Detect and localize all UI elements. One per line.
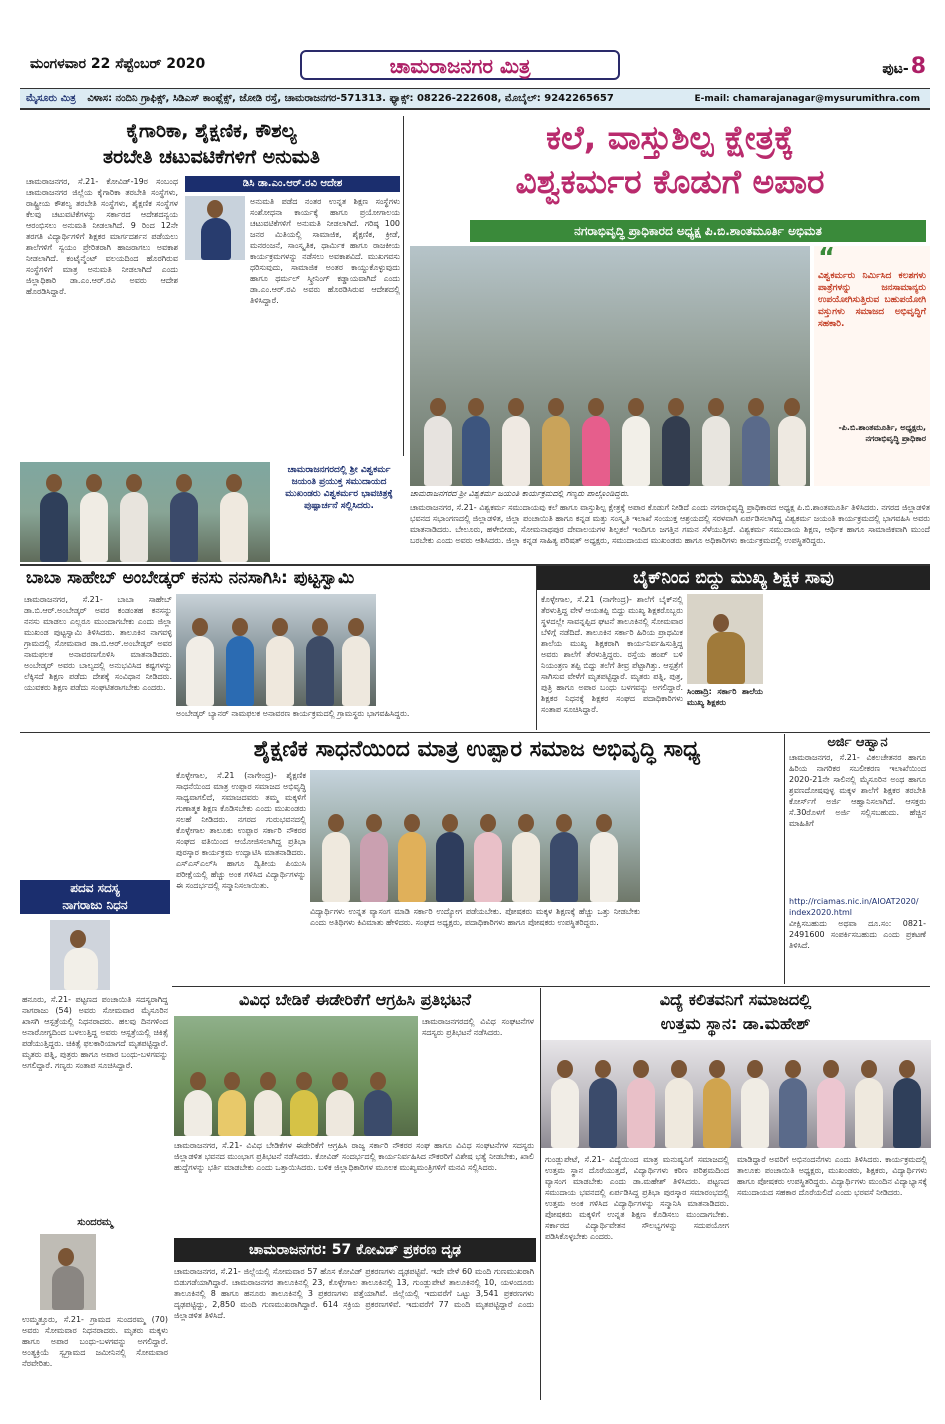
infobar-address: ವಿಳಾಸ: ನಂದಿನಿ ಗ್ರಾಫಿಕ್ಸ್, ಸಿಡಿಎಸ್ ಕಾಂಪ್ಲೆಕ್ಸ್, ಜೋಡಿ ರಸ್ತೆ, ಚಾಮರಾಜನಗರ-571313. ಫ್ಯಾಕ್ಸ್: 08226-222608, ಮೊಬೈಲ್: 9242265657 bbox=[87, 93, 614, 104]
page-number bbox=[882, 54, 926, 79]
article-2-headline-1: ಕಲೆ, ವಾಸ್ತುಶಿಲ್ಪ ಕ್ಷೇತ್ರಕ್ಕೆ bbox=[546, 118, 794, 157]
article-vishwakarma bbox=[410, 116, 930, 562]
article-10-body: ಚಾಮರಾಜನಗರ, ಸೆ.21- ಜಿಲ್ಲೆಯಲ್ಲಿ ಸೋಮವಾರ 57 ಹೊಸ ಕೋವಿಡ್ ಪ್ರಕರಣಗಳು ದೃಢಪಟ್ಟಿವೆ. ಇದೇ ವೇಳೆ 60 ಮಂದಿ ಗುಣಮುಖರಾಗಿ ಬಿಡುಗಡೆಯಾಗಿದ್ದಾರೆ. ಚಾಮರಾಜನಗರ ತಾಲೂಕಿನಲ್ಲಿ 23, ಕೊಳ್ಳೇಗಾಲ ತಾಲೂಕಿನಲ್ಲಿ 13, ಗುಂಡ್ಲುಪೇಟೆ ತಾಲೂಕಿನಲ್ಲಿ 10, ಯಳಂದೂರು ತಾಲೂಕಿನಲ್ಲಿ 8 ಹಾಗೂ ಹನೂರು ತಾಲೂಕಿನಲ್ಲಿ 3 ಪ್ರಕರಣಗಳು ಪತ್ತೆಯಾಗಿವೆ. ಜಿಲ್ಲೆಯಲ್ಲಿ ಇದುವರೆಗೆ ಒಟ್ಟು 3,541 ಪ್ರಕರಣಗಳು ದೃಢಪಟ್ಟಿದ್ದು, 2,850 ಮಂದಿ ಗುಣಮುಖರಾಗಿದ್ದಾರೆ. 614 ಸಕ್ರಿಯ ಪ್ರಕರಣಗಳಿವೆ. ಇದುವರೆಗೆ 77 ಮಂದಿ ಮೃತಪಟ್ಟಿದ್ದಾರೆ ಎಂದು ಜಿಲ್ಲಾಡಳಿತ ತಿಳಿಸಿದೆ. bbox=[174, 1267, 534, 1320]
article-ambedkar bbox=[20, 566, 532, 730]
sundaramma-portrait bbox=[40, 1234, 96, 1310]
divider-2 bbox=[20, 732, 930, 733]
infobar-brand: ಮೈಸೂರು ಮಿತ್ರ bbox=[26, 93, 76, 104]
article-6-body-2: ವಿದ್ಯಾರ್ಥಿಗಳು ಉನ್ನತ ವ್ಯಾಸಂಗ ಮಾಡಿ ಸರ್ಕಾರಿ ಉದ್ಯೋಗ ಪಡೆಯಬೇಕು. ಪೋಷಕರು ಮಕ್ಕಳ ಶಿಕ್ಷಣಕ್ಕೆ ಹೆಚ್ಚು ಒತ್ತು ನೀಡಬೇಕು ಎಂದು ಅತಿಥಿಗಳು ಕಿವಿಮಾತು ಹೇಳಿದರು. ಸಂಘದ ಅಧ್ಯಕ್ಷರು, ಪದಾಧಿಕಾರಿಗಳು ಹಾಗೂ ಪೋಷಕರು ಉಪಸ್ಥಿತರಿದ್ದರು. bbox=[310, 907, 640, 927]
article-9-headline: ವಿವಿಧ ಬೇಡಿಕೆ ಈಡೇರಿಕೆಗೆ ಆಗ್ರಹಿಸಿ ಪ್ರತಿಭಟನೆ bbox=[239, 990, 471, 1009]
article-7-headline: ಅರ್ಜಿ ಆಹ್ವಾನ bbox=[827, 735, 888, 750]
article-bike-accident bbox=[536, 566, 930, 730]
page-number-value: 8 bbox=[910, 54, 926, 79]
article-2-photo-caption: ಚಾಮರಾಜನಗರದ ಶ್ರೀ ವಿಶ್ವಕರ್ಮ ಜಯಂತಿ ಕಾರ್ಯಕ್ರಮದಲ್ಲಿ ಗಣ್ಯರು ಪಾಲ್ಗೊಂಡಿದ್ದರು. bbox=[410, 489, 630, 498]
uppara-award-photo bbox=[310, 770, 640, 902]
protest-photo bbox=[174, 1016, 418, 1136]
article-1-headline-2: ತರಬೇತಿ ಚಟುವಟಿಕೆಗಳಿಗೆ ಅನುಮತಿ bbox=[103, 146, 320, 168]
infobar-email: E-mail: chamarajanagar@mysurumithra.com bbox=[694, 94, 920, 104]
education-award-photo bbox=[541, 1040, 931, 1148]
article-1-tag: ಡಿಸಿ ಡಾ.ಎಂ.ಆರ್.ರವಿ ಆದೇಶ bbox=[185, 176, 400, 192]
article-application-invite bbox=[784, 734, 930, 984]
article-11-headline-2: ಉತ್ತಮ ಸ್ಥಾನ: ಡಾ.ಮಹೇಶ್ bbox=[660, 1014, 811, 1033]
article-4-body: ಚಾಮರಾಜನಗರ, ಸೆ.21- ಬಾಬಾ ಸಾಹೇಬ್ ಡಾ.ಬಿ.ಆರ್.ಅಂಬೇಡ್ಕರ್ ಅವರ ಕಂಡಂತಹ ಕನಸನ್ನು ನನಸು ಮಾಡಲು ಎಲ್ಲರೂ ಮುಂದಾಗಬೇಕು ಎಂದು ಜಿಲ್ಲಾ ಮುಖಂಡ ಪುಟ್ಟಸ್ವಾಮಿ ತಿಳಿಸಿದರು. ತಾಲೂಕಿನ ನಾಗವಳ್ಳಿ ಗ್ರಾಮದಲ್ಲಿ ಸೋಮವಾರ ಡಾ.ಬಿ.ಆರ್.ಅಂಬೇಡ್ಕರ್ ಅವರ ನಾಮಫಲಕ ಅನಾವರಣಗೊಳಿಸಿ ಮಾತನಾಡಿದರು. ಅಂಬೇಡ್ಕರ್ ಅವರು ಬಾಲ್ಯದಲ್ಲಿ ಅನುಭವಿಸಿದ ಕಷ್ಟಗಳನ್ನು ಲೆಕ್ಕಿಸದೆ ಶಿಕ್ಷಣ ಪಡೆದು ದೇಶಕ್ಕೆ ಸಂವಿಧಾನ ನೀಡಿದರು. ಯುವಕರು ಶಿಕ್ಷಣ ಪಡೆದು ಸಂಘಟಿತರಾಗಬೇಕು ಎಂದರು. bbox=[24, 595, 172, 692]
article-2-body: ಚಾಮರಾಜನಗರ, ಸೆ.21- ವಿಶ್ವಕರ್ಮ ಸಮುದಾಯವು ಕಲೆ ಹಾಗೂ ವಾಸ್ತುಶಿಲ್ಪ ಕ್ಷೇತ್ರಕ್ಕೆ ಅಪಾರ ಕೊಡುಗೆ ನೀಡಿದೆ ಎಂದು ನಗರಾಭಿವೃದ್ಧಿ ಪ್ರಾಧಿಕಾರದ ಅಧ್ಯಕ್ಷ ಪಿ.ಬಿ.ಶಾಂತಮೂರ್ತಿ ತಿಳಿಸಿದರು. ನಗರದ ಜಿಲ್ಲಾಡಳಿತ ಭವನದ ಸಭಾಂಗಣದಲ್ಲಿ ಜಿಲ್ಲಾಡಳಿತ, ಜಿಲ್ಲಾ ಪಂಚಾಯಿತಿ ಹಾಗೂ ಕನ್ನಡ ಮತ್ತು ಸಂಸ್ಕೃತಿ ಇಲಾಖೆ ಸಂಯುಕ್ತ ಆಶ್ರಯದಲ್ಲಿ ಸರಳವಾಗಿ ಏರ್ಪಡಿಸಲಾಗಿದ್ದ ವಿಶ್ವಕರ್ಮ ಜಯಂತಿ ಕಾರ್ಯಕ್ರಮದಲ್ಲಿ ಭಾಗವಹಿಸಿ ಅವರು ಮಾತನಾಡಿದರು. ಬೇಲೂರು, ಹಳೇಬೀಡು, ಸೋಮನಾಥಪುರ ದೇವಾಲಯಗಳ ಶಿಲ್ಪಕಲೆ ಇಂದಿಗೂ ಜಗತ್ತಿನ ಗಮನ ಸೆಳೆಯುತ್ತಿದೆ. ವಿಶ್ವಕರ್ಮ ಸಮುದಾಯ ಶಿಕ್ಷಣ, ಆರ್ಥಿಕ ಹಾಗೂ ಸಾಮಾಜಿಕವಾಗಿ ಮುಂದೆ ಬರಬೇಕು ಎಂದು ಅವರು ಆಶಿಸಿದರು. ಜಿಲ್ಲಾ ಕನ್ನಡ ಸಾಹಿತ್ಯ ಪರಿಷತ್ ಅಧ್ಯಕ್ಷರು, ಸಮುದಾಯದ ಮುಖಂಡರು ಹಾಗೂ ಅಧಿಕಾರಿಗಳು ಕಾರ್ಯಕ್ರಮದಲ್ಲಿ ಉಪಸ್ಥಿತರಿದ್ದರು. bbox=[410, 503, 930, 545]
article-10-headline: ಚಾಮರಾಜನಗರ: 57 ಕೋವಿಡ್ ಪ್ರಕರಣ ದೃಢ bbox=[174, 1238, 536, 1262]
article-uppara-samaj bbox=[174, 734, 780, 984]
article-2-tag: ನಗರಾಭಿವೃದ್ಧಿ ಪ್ರಾಧಿಕಾರದ ಅಧ್ಯಕ್ಷ ಪಿ.ಬಿ.ಶಾಂತಮೂರ್ತಿ ಅಭಿಮತ bbox=[470, 220, 926, 242]
pull-quote bbox=[814, 243, 930, 486]
page-label: ಪುಟ- bbox=[882, 61, 909, 77]
article-8-subhead: ಸುಂದರಮ್ಮ bbox=[77, 1217, 113, 1228]
issue-date: ಮಂಗಳವಾರ 22 ಸೆಪ್ಟೆಂಬರ್ 2020 bbox=[30, 56, 206, 72]
contact-infobar bbox=[20, 88, 930, 110]
pull-quote-text: ವಿಶ್ವಕರ್ಮರು ನಿರ್ಮಿಸಿದ ಕಲಶಗಳು ಪಾತ್ರೆಗಳನ್ನು ಜನಸಾಮಾನ್ಯರು ಉಪಯೋಗಿಸುತ್ತಿರುವ ಬಹುಪಯೋಗಿ ವಸ್ತುಗಳು ಸಮಾಜದ ಅಭಿವೃದ್ಧಿಗೆ ಸಹಕಾರಿ. bbox=[818, 271, 926, 329]
ambedkar-event-photo bbox=[176, 594, 376, 706]
article-covid-cases bbox=[174, 1238, 536, 1400]
article-8-body-2: ಉಮ್ಮತ್ತೂರು, ಸೆ.21- ಗ್ರಾಮದ ಸುಂದರಮ್ಮ (70) ಅವರು ಸೋಮವಾರ ನಿಧನರಾದರು. ಮೃತರು ಮಕ್ಕಳು ಹಾಗೂ ಅಪಾರ ಬಂಧು-ಬಳಗವನ್ನು ಅಗಲಿದ್ದಾರೆ. ಅಂತ್ಯಕ್ರಿಯೆ ಸ್ವಗ್ರಾಮದ ಜಮೀನಿನಲ್ಲಿ ಸೋಮವಾರ ನೆರವೇರಿತು. bbox=[22, 1315, 168, 1368]
article-protest bbox=[174, 988, 536, 1234]
article-5-body: ಕೊಳ್ಳೇಗಾಲ, ಸೆ.21 (ನಾಗೇಂದ್ರ)- ಶಾಲೆಗೆ ಬೈಕ್‌ನಲ್ಲಿ ತೆರಳುತ್ತಿದ್ದ ವೇಳೆ ಆಯತಪ್ಪಿ ಬಿದ್ದು ಮುಖ್ಯ ಶಿಕ್ಷಕರೊಬ್ಬರು ಸ್ಥಳದಲ್ಲೇ ಸಾವನ್ನಪ್ಪಿದ ಘಟನೆ ತಾಲೂಕಿನಲ್ಲಿ ಸೋಮವಾರ ಬೆಳಿಗ್ಗೆ ನಡೆದಿದೆ. ತಾಲೂಕಿನ ಸರ್ಕಾರಿ ಹಿರಿಯ ಪ್ರಾಥಮಿಕ ಶಾಲೆಯ ಮುಖ್ಯ ಶಿಕ್ಷಕರಾಗಿ ಕಾರ್ಯನಿರ್ವಹಿಸುತ್ತಿದ್ದ ಅವರು ಶಾಲೆಗೆ ತೆರಳುತ್ತಿದ್ದರು. ರಸ್ತೆಯ ಹಂಪ್ ಬಳಿ ನಿಯಂತ್ರಣ ತಪ್ಪಿ ಬಿದ್ದು ತಲೆಗೆ ತೀವ್ರ ಪೆಟ್ಟಾಗಿತ್ತು. ಆಸ್ಪತ್ರೆಗೆ ಸಾಗಿಸುವ ವೇಳೆಗೆ ಮೃತಪಟ್ಟಿದ್ದಾರೆ. ಮೃತರು ಪತ್ನಿ, ಪುತ್ರ, ಪುತ್ರಿ ಹಾಗೂ ಅಪಾರ ಬಂಧು ಬಳಗವನ್ನು ಅಗಲಿದ್ದಾರೆ. ಶಿಕ್ಷಕರ ನಿಧನಕ್ಕೆ ಶಿಕ್ಷಕರ ಸಂಘದ ಪದಾಧಿಕಾರಿಗಳು ಸಂತಾಪ ಸೂಚಿಸಿದ್ದಾರೆ. bbox=[541, 595, 683, 714]
vishwakarma-worship-block bbox=[20, 462, 404, 562]
article-9-caption: ಚಾಮರಾಜನಗರದಲ್ಲಿ ವಿವಿಧ ಸಂಘಟನೆಗಳ ಸದಸ್ಯರು ಪ್ರತಿಭಟನೆ ನಡೆಸಿದರು. bbox=[422, 1017, 534, 1037]
article-1-headline-1: ಕೈಗಾರಿಕಾ, ಶೈಕ್ಷಣಿಕ, ಕೌಶಲ್ಯ bbox=[126, 120, 297, 142]
dc-portrait bbox=[185, 196, 245, 260]
article-6-headline: ಶೈಕ್ಷಣಿಕ ಸಾಧನೆಯಿಂದ ಮಾತ್ರ ಉಪ್ಪಾರ ಸಮಾಜ ಅಭಿವೃದ್ಧಿ ಸಾಧ್ಯ bbox=[253, 737, 701, 762]
article-education-status bbox=[540, 988, 930, 1400]
article-6-body: ಕೊಳ್ಳೇಗಾಲ, ಸೆ.21 (ನಾಗೇಂದ್ರ)- ಶೈಕ್ಷಣಿಕ ಸಾಧನೆಯಿಂದ ಮಾತ್ರ ಉಪ್ಪಾರ ಸಮಾಜದ ಅಭಿವೃದ್ಧಿ ಸಾಧ್ಯವಾಗಲಿದೆ, ಸಮಾಜದವರು ತಮ್ಮ ಮಕ್ಕಳಿಗೆ ಗುಣಾತ್ಮಕ ಶಿಕ್ಷಣ ಕೊಡಿಸಬೇಕು ಎಂದು ಮುಖಂಡರು ಸಲಹೆ ನೀಡಿದರು. ನಗರದ ಗುರುಭವನದಲ್ಲಿ ಕೊಳ್ಳೇಗಾಲ ತಾಲೂಕು ಉಪ್ಪಾರ ಸರ್ಕಾರಿ ನೌಕರರ ಸಂಘದ ವತಿಯಿಂದ ಆಯೋಜಿಸಲಾಗಿದ್ದ ಪ್ರತಿಭಾ ಪುರಸ್ಕಾರ ಕಾರ್ಯಕ್ರಮ ಉದ್ಘಾಟಿಸಿ ಮಾತನಾಡಿದರು. ಎಸ್‌ಎಸ್‌ಎಲ್‌ಸಿ ಹಾಗೂ ದ್ವಿತೀಯ ಪಿಯುಸಿ ಪರೀಕ್ಷೆಯಲ್ಲಿ ಹೆಚ್ಚು ಅಂಕ ಗಳಿಸಿದ ವಿದ್ಯಾರ್ಥಿಗಳನ್ನು ಈ ಸಂದರ್ಭದಲ್ಲಿ ಸನ್ಮಾನಿಸಲಾಯಿತು. bbox=[176, 771, 306, 890]
article-7-body: ಚಾಮರಾಜನಗರ, ಸೆ.21- ವಿಕಲಚೇತನರ ಹಾಗೂ ಹಿರಿಯ ನಾಗರಿಕರ ಸಬಲೀಕರಣ ಇಲಾಖೆಯಿಂದ 2020-21ನೇ ಸಾಲಿನಲ್ಲಿ ಮೈಸೂರಿನ ಅಂಧ ಹಾಗೂ ಶ್ರವಣದೋಷವುಳ್ಳ ಮಕ್ಕಳ ಶಾಲೆಗೆ ಶಿಕ್ಷಕರ ತರಬೇತಿ ಕೋರ್ಸ್‌ಗೆ ಅರ್ಜಿ ಆಹ್ವಾನಿಸಲಾಗಿದೆ. ಆಸಕ್ತರು ಸೆ.30ರೊಳಗೆ ಅರ್ಜಿ ಸಲ್ಲಿಸಬಹುದು. ಹೆಚ್ಚಿನ ಮಾಹಿತಿಗೆ bbox=[789, 753, 926, 828]
vishwakarma-event-photo bbox=[410, 246, 810, 486]
article-obituary bbox=[20, 880, 170, 1400]
worship-caption: ಚಾಮರಾಜನಗರದಲ್ಲಿ ಶ್ರೀ ವಿಶ್ವಕರ್ಮ ಜಯಂತಿ ಪ್ರಯುಕ್ತ ಸಮುದಾಯದ ಮುಖಂಡರು ವಿಶ್ವಕರ್ಮರ ಭಾವಚಿತ್ರಕ್ಕೆ ಪುಷ್ಪಾರ್ಚನೆ ಸಲ್ಲಿಸಿದರು. bbox=[285, 465, 393, 511]
article-4-headline: ಬಾಬಾ ಸಾಹೇಬ್ ಅಂಬೇಡ್ಕರ್ ಕನಸು ನನಸಾಗಿಸಿ: ಪುಟ್ಟಸ್ವಾಮಿ bbox=[26, 568, 355, 588]
divider-3 bbox=[172, 986, 930, 987]
article-7-body-2: ವೀಕ್ಷಿಸಬಹುದು ಅಥವಾ ದೂ.ಸಂ: 0821-2491600 ಸಂಪರ್ಕಿಸಬಹುದು ಎಂದು ಪ್ರಕಟಣೆ ತಿಳಿಸಿದೆ. bbox=[789, 919, 926, 950]
article-2-headline-2: ವಿಶ್ವಕರ್ಮರ ಕೊಡುಗೆ ಅಪಾರ bbox=[515, 162, 825, 201]
article-industry-permission bbox=[20, 116, 404, 456]
article-9-body: ಚಾಮರಾಜನಗರ, ಸೆ.21- ವಿವಿಧ ಬೇಡಿಕೆಗಳ ಈಡೇರಿಕೆಗೆ ಆಗ್ರಹಿಸಿ ರಾಜ್ಯ ಸರ್ಕಾರಿ ನೌಕರರ ಸಂಘ ಹಾಗೂ ವಿವಿಧ ಸಂಘಟನೆಗಳ ಸದಸ್ಯರು ಜಿಲ್ಲಾಡಳಿತ ಭವನದ ಮುಂಭಾಗ ಪ್ರತಿಭಟನೆ ನಡೆಸಿದರು. ಕೋವಿಡ್ ಸಂದರ್ಭದಲ್ಲಿ ಕಾರ್ಯನಿರ್ವಹಿಸಿದ ನೌಕರರಿಗೆ ವಿಶೇಷ ಭತ್ಯೆ ನೀಡಬೇಕು, ಖಾಲಿ ಹುದ್ದೆಗಳನ್ನು ಭರ್ತಿ ಮಾಡಬೇಕು ಎಂದು ಒತ್ತಾಯಿಸಿದರು. ಬಳಿಕ ಜಿಲ್ಲಾಧಿಕಾರಿಗಳ ಮೂಲಕ ಮುಖ್ಯಮಂತ್ರಿಗಳಿಗೆ ಮನವಿ ಸಲ್ಲಿಸಿದರು. bbox=[174, 1141, 534, 1172]
nagaraju-portrait bbox=[50, 920, 110, 990]
article-7-link-1[interactable]: http://rciamas.nic.in/AIOAT2020/ bbox=[789, 897, 919, 906]
article-1-body-2: ಅನುಮತಿ ಪಡೆದ ನಂತರ ಉನ್ನತ ಶಿಕ್ಷಣ ಸಂಸ್ಥೆಗಳು ಸಂಶೋಧನಾ ಕಾರ್ಯಕ್ಕೆ ಹಾಗೂ ಪ್ರಯೋಗಾಲಯ ಚಟುವಟಿಕೆಗಳಿಗೆ ಅನುಮತಿ ನೀಡಲಾಗಿದೆ. ಗರಿಷ್ಠ 100 ಜನರ ಮಿತಿಯಲ್ಲಿ ಸಾಮಾಜಿಕ, ಶೈಕ್ಷಣಿಕ, ಕ್ರೀಡೆ, ಮನರಂಜನೆ, ಸಾಂಸ್ಕೃತಿಕ, ಧಾರ್ಮಿಕ ಹಾಗೂ ರಾಜಕೀಯ ಕಾರ್ಯಕ್ರಮಗಳನ್ನು ನಡೆಸಲು ಅವಕಾಶವಿದೆ. ಮುಖಗವಸು ಧರಿಸುವುದು, ಸಾಮಾಜಿಕ ಅಂತರ ಕಾಯ್ದುಕೊಳ್ಳುವುದು ಹಾಗೂ ಥರ್ಮಲ್ ಸ್ಕ್ರೀನಿಂಗ್ ಕಡ್ಡಾಯವಾಗಿದೆ ಎಂದು ಡಾ.ಎಂ.ಆರ್.ರವಿ ಅವರು ಹೊರಡಿಸಿರುವ ಆದೇಶದಲ್ಲಿ ತಿಳಿಸಿದ್ದಾರೆ. bbox=[250, 197, 400, 305]
worship-event-photo bbox=[20, 462, 270, 562]
article-11-body: ಗುಂಡ್ಲುಪೇಟೆ, ಸೆ.21- ವಿದ್ಯೆಯಿಂದ ಮಾತ್ರ ಮನುಷ್ಯನಿಗೆ ಸಮಾಜದಲ್ಲಿ ಉತ್ತಮ ಸ್ಥಾನ ದೊರೆಯುತ್ತದೆ, ವಿದ್ಯಾರ್ಥಿಗಳು ಕಠಿಣ ಪರಿಶ್ರಮದಿಂದ ವ್ಯಾಸಂಗ ಮಾಡಬೇಕು ಎಂದು ಡಾ.ಮಹೇಶ್ ತಿಳಿಸಿದರು. ಪಟ್ಟಣದ ಸಮುದಾಯ ಭವನದಲ್ಲಿ ಏರ್ಪಡಿಸಿದ್ದ ಪ್ರತಿಭಾ ಪುರಸ್ಕಾರ ಸಮಾರಂಭದಲ್ಲಿ ಉತ್ತಮ ಅಂಕ ಗಳಿಸಿದ ವಿದ್ಯಾರ್ಥಿಗಳನ್ನು ಸನ್ಮಾನಿಸಿ ಮಾತನಾಡಿದರು. ಪೋಷಕರು ಮಕ್ಕಳಿಗೆ ಉನ್ನತ ಶಿಕ್ಷಣ ಕೊಡಿಸಲು ಮುಂದಾಗಬೇಕು. ಸರ್ಕಾರದ ವಿದ್ಯಾರ್ಥಿವೇತನ ಸೌಲಭ್ಯಗಳನ್ನು ಸದುಪಯೋಗ ಪಡಿಸಿಕೊಳ್ಳಬೇಕು ಎಂದರು. bbox=[545, 1155, 729, 1241]
article-11-body-2: ಮಾಡಿದ್ದಾರೆ ಅವರಿಗೆ ಅಭಿನಂದನೆಗಳು ಎಂದು ತಿಳಿಸಿದರು. ಕಾರ್ಯಕ್ರಮದಲ್ಲಿ ತಾಲೂಕು ಪಂಚಾಯಿತಿ ಅಧ್ಯಕ್ಷರು, ಮುಖಂಡರು, ಶಿಕ್ಷಕರು, ವಿದ್ಯಾರ್ಥಿಗಳು ಹಾಗೂ ಪೋಷಕರು ಉಪಸ್ಥಿತರಿದ್ದರು. ವಿದ್ಯಾರ್ಥಿಗಳು ಮುಂದಿನ ವಿದ್ಯಾಭ್ಯಾಸಕ್ಕೆ ಸಮುದಾಯದ ಸಹಕಾರ ದೊರೆಯಲಿದೆ ಎಂದು ಭರವಸೆ ನೀಡಿದರು. bbox=[737, 1155, 927, 1197]
article-11-headline-1: ವಿದ್ಯೆ ಕಲಿತವನಿಗೆ ಸಮಾಜದಲ್ಲಿ bbox=[659, 990, 812, 1009]
masthead-bar bbox=[20, 50, 930, 80]
article-8-headline-2: ನಾಗರಾಜು ನಿಧನ bbox=[20, 897, 170, 914]
teacher-portrait bbox=[687, 594, 763, 684]
article-1-body: ಚಾಮರಾಜನಗರ, ಸೆ.21- ಕೋವಿಡ್-19ರ ಸಂಬಂಧ ಚಾಮರಾಜನಗರ ಜಿಲ್ಲೆಯ ಕೈಗಾರಿಕಾ ತರಬೇತಿ ಸಂಸ್ಥೆಗಳು, ರಾಷ್ಟ್ರೀಯ ಕೌಶಲ್ಯ ತರಬೇತಿ ಸಂಸ್ಥೆಗಳು, ಶೈಕ್ಷಣಿಕ ಸಂಸ್ಥೆಗಳ ಕೆಲವು ಚಟುವಟಿಕೆಗಳನ್ನು ಸರ್ಕಾರದ ಆದೇಶದನ್ವಯ ಆರಂಭಿಸಲು ಅನುಮತಿ ನೀಡಲಾಗಿದೆ. 9 ರಿಂದ 12ನೇ ತರಗತಿ ವಿದ್ಯಾರ್ಥಿಗಳಿಗೆ ಶಿಕ್ಷಕರ ಮಾರ್ಗದರ್ಶನ ಪಡೆಯಲು ಶಾಲೆಗಳಿಗೆ ಸ್ವಯಂ ಪ್ರೇರಿತರಾಗಿ ಹಾಜರಾಗಲು ಅವಕಾಶ ನೀಡಲಾಗಿದೆ. ಕಂಟೈನ್ಮೆಂಟ್ ವಲಯದಿಂದ ಹೊರಗಿರುವ ಸಂಸ್ಥೆಗಳಿಗೆ ಮಾತ್ರ ಅನುಮತಿ ನೀಡಲಾಗಿದೆ ಎಂದು ಜಿಲ್ಲಾಧಿಕಾರಿ ಡಾ.ಎಂ.ಆರ್.ರವಿ ಅವರು ಆದೇಶ ಹೊರಡಿಸಿದ್ದಾರೆ. bbox=[26, 177, 178, 296]
article-8-headline-1: ಪದವ ಸದಸ್ಯ bbox=[20, 880, 170, 897]
article-5-headline: ಬೈಕ್‌ನಿಂದ ಬಿದ್ದು ಮುಖ್ಯ ಶಿಕ್ಷಕ ಸಾವು bbox=[537, 566, 930, 590]
pull-quote-author: -ಪಿ.ಬಿ.ಶಾಂತಮೂರ್ತಿ, ಅಧ್ಯಕ್ಷರು, ನಗರಾಭಿವೃದ್ಧಿ ಪ್ರಾಧಿಕಾರ bbox=[838, 423, 926, 443]
article-4-caption: ಅಂಬೇಡ್ಕರ್ ಬ್ಯಾನರ್ ನಾಮಫಲಕ ಅನಾವರಣ ಕಾರ್ಯಕ್ರಮದಲ್ಲಿ ಗ್ರಾಮಸ್ಥರು ಭಾಗವಹಿಸಿದ್ದರು. bbox=[176, 709, 410, 718]
masthead-title: ಚಾಮರಾಜನಗರ ಮಿತ್ರ bbox=[300, 50, 620, 80]
quote-mark-icon: “ bbox=[818, 243, 836, 273]
article-7-link-2[interactable]: index2020.html bbox=[789, 908, 853, 917]
article-8-body: ಹನೂರು, ಸೆ.21- ಪಟ್ಟಣದ ಪಂಚಾಯಿತಿ ಸದಸ್ಯರಾಗಿದ್ದ ನಾಗರಾಜು (54) ಅವರು ಸೋಮವಾರ ಮೈಸೂರಿನ ಖಾಸಗಿ ಆಸ್ಪತ್ರೆಯಲ್ಲಿ ನಿಧನರಾದರು. ಹಲವು ದಿನಗಳಿಂದ ಅನಾರೋಗ್ಯದಿಂದ ಬಳಲುತ್ತಿದ್ದ ಅವರು ಆಸ್ಪತ್ರೆಯಲ್ಲಿ ಚಿಕಿತ್ಸೆ ಪಡೆಯುತ್ತಿದ್ದರು. ಚಿಕಿತ್ಸೆ ಫಲಕಾರಿಯಾಗದೆ ಮೃತಪಟ್ಟಿದ್ದಾರೆ. ಮೃತರು ಪತ್ನಿ, ಪುತ್ರರು ಹಾಗೂ ಅಪಾರ ಬಂಧು-ಬಳಗವನ್ನು ಅಗಲಿದ್ದಾರೆ. ಗಣ್ಯರು ಸಂತಾಪ ಸೂಚಿಸಿದ್ದಾರೆ. bbox=[22, 995, 168, 1070]
article-5-photo-caption: ಸಿಂಹಾದ್ರಿ: ಸರ್ಕಾರಿ ಶಾಲೆಯ ಮುಖ್ಯ ಶಿಕ್ಷಕರು bbox=[687, 687, 763, 707]
